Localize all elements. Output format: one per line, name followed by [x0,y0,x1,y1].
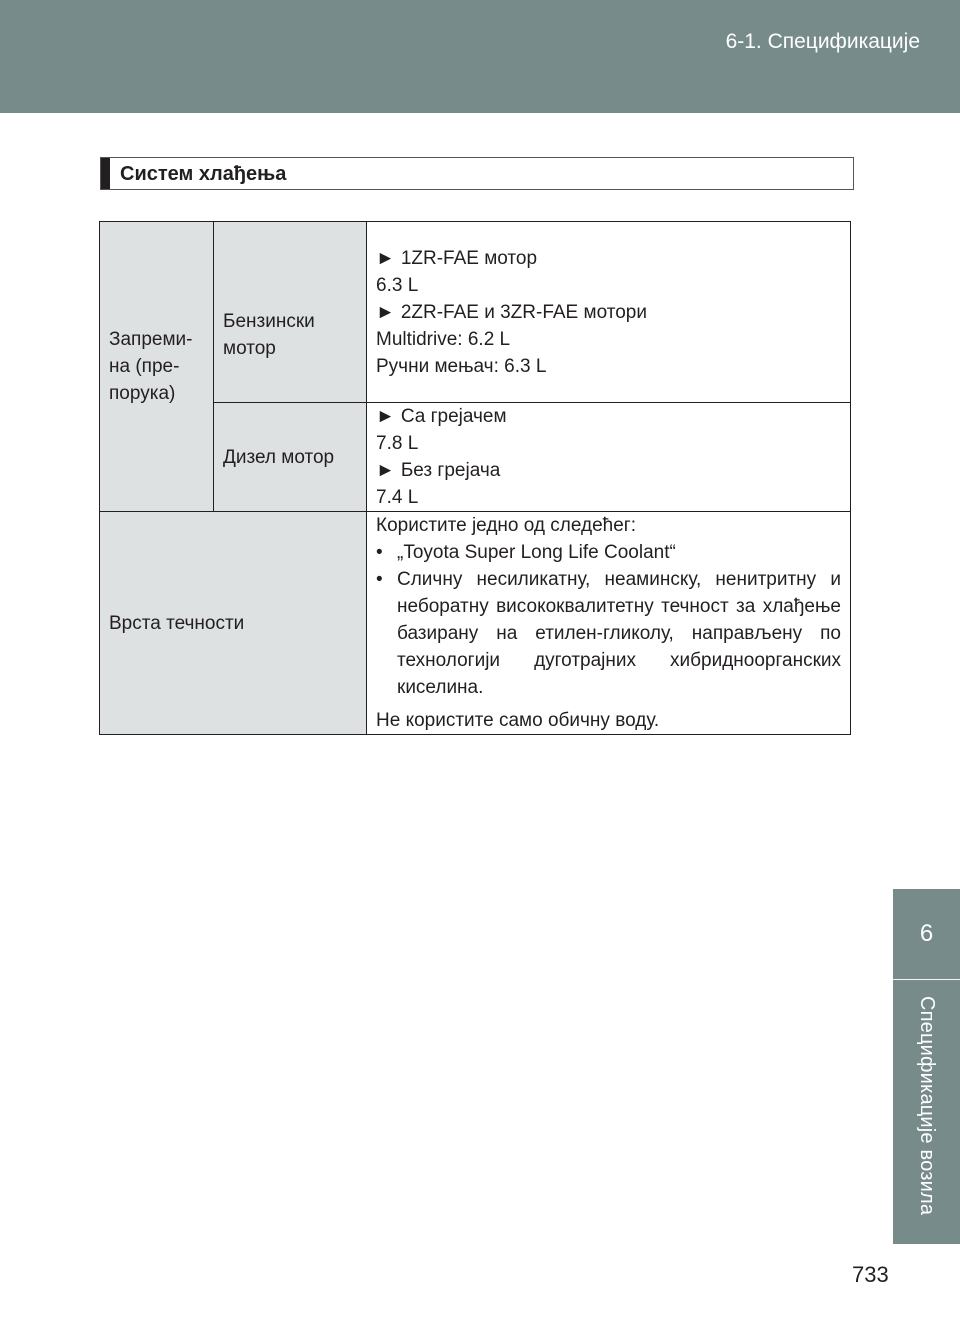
capacity-label: Запреми- на (пре- порука) [109,329,193,404]
section-heading-bar [101,158,110,189]
diesel-capacity-line-text: Са грејачем [400,406,507,427]
diesel-capacity-line [376,403,841,430]
diesel-capacity-line-text: Без грејача [400,460,501,481]
gasoline-capacity-line-text: 6.3 L [376,274,419,296]
gasoline-engine-label-cell [214,222,367,403]
chapter-number: 6 [919,920,934,947]
fluid-type-cell [367,512,851,735]
fluid-type-label: Врста течности [109,612,245,634]
gasoline-capacity-line [376,245,841,272]
fluid-bullet-text: Сличну несиликатну, неаминску, ненитритну и неборатну висококвалитетну течност за хлађење базирану на етилен-гликолу, направљену по технологији дуготрајних хибридноорганских киселина. [397,569,841,698]
diesel-capacity-list [376,403,841,511]
arrow-icon: ► [376,406,395,427]
diesel-engine-label-cell [214,403,367,512]
chapter-tab-divider [893,979,960,980]
fluid-type-label-cell [100,512,367,735]
arrow-icon: ► [376,247,395,269]
diesel-capacity-line-text: 7.8 L [376,433,419,454]
section-title: Систем хлађења [120,163,287,185]
fluid-intro: Користите једно од следећег: [376,515,637,536]
gasoline-capacity-line [376,272,841,299]
fluid-bullet-item [376,566,841,701]
page-header [0,0,960,113]
table-row [100,222,851,403]
diesel-capacity-cell [367,403,851,512]
page-number: 733 [852,1262,889,1287]
diesel-capacity-line [376,484,841,511]
bullet-icon: • [376,569,383,590]
fluid-bullet-list [376,539,841,701]
gasoline-capacity-line [376,326,841,353]
capacity-label-cell [100,222,214,512]
bullet-icon: • [376,542,383,563]
gasoline-capacity-list [376,245,841,380]
gasoline-capacity-line-text: 2ZR-FAE и 3ZR-FAE мотори [400,301,647,323]
fluid-note: Не користите само обичну воду. [376,710,660,731]
table-row [100,512,851,735]
gasoline-capacity-line-text: Ручни мењач: 6.3 L [376,355,547,377]
gasoline-capacity-line-text: Multidrive: 6.2 L [376,328,511,350]
gasoline-engine-label: Бензински мотор [223,310,315,359]
diesel-capacity-line-text: 7.4 L [376,487,419,508]
header-section-title: 6-1. Спецификације [725,30,920,53]
cooling-spec-table [99,221,851,735]
diesel-capacity-line [376,430,841,457]
diesel-engine-label: Дизел мотор [223,446,335,468]
fluid-bullet-text: „Toyota Super Long Life Coolant“ [397,542,676,563]
arrow-icon: ► [376,301,395,323]
gasoline-capacity-cell [367,222,851,403]
fluid-bullet-item [376,539,841,566]
section-heading [100,157,854,190]
diesel-capacity-line [376,457,841,484]
gasoline-capacity-line-text: 1ZR-FAE мотор [400,247,538,269]
arrow-icon: ► [376,460,395,481]
gasoline-capacity-line [376,353,841,380]
chapter-label: Спецификације возила [916,996,938,1216]
gasoline-capacity-line [376,299,841,326]
